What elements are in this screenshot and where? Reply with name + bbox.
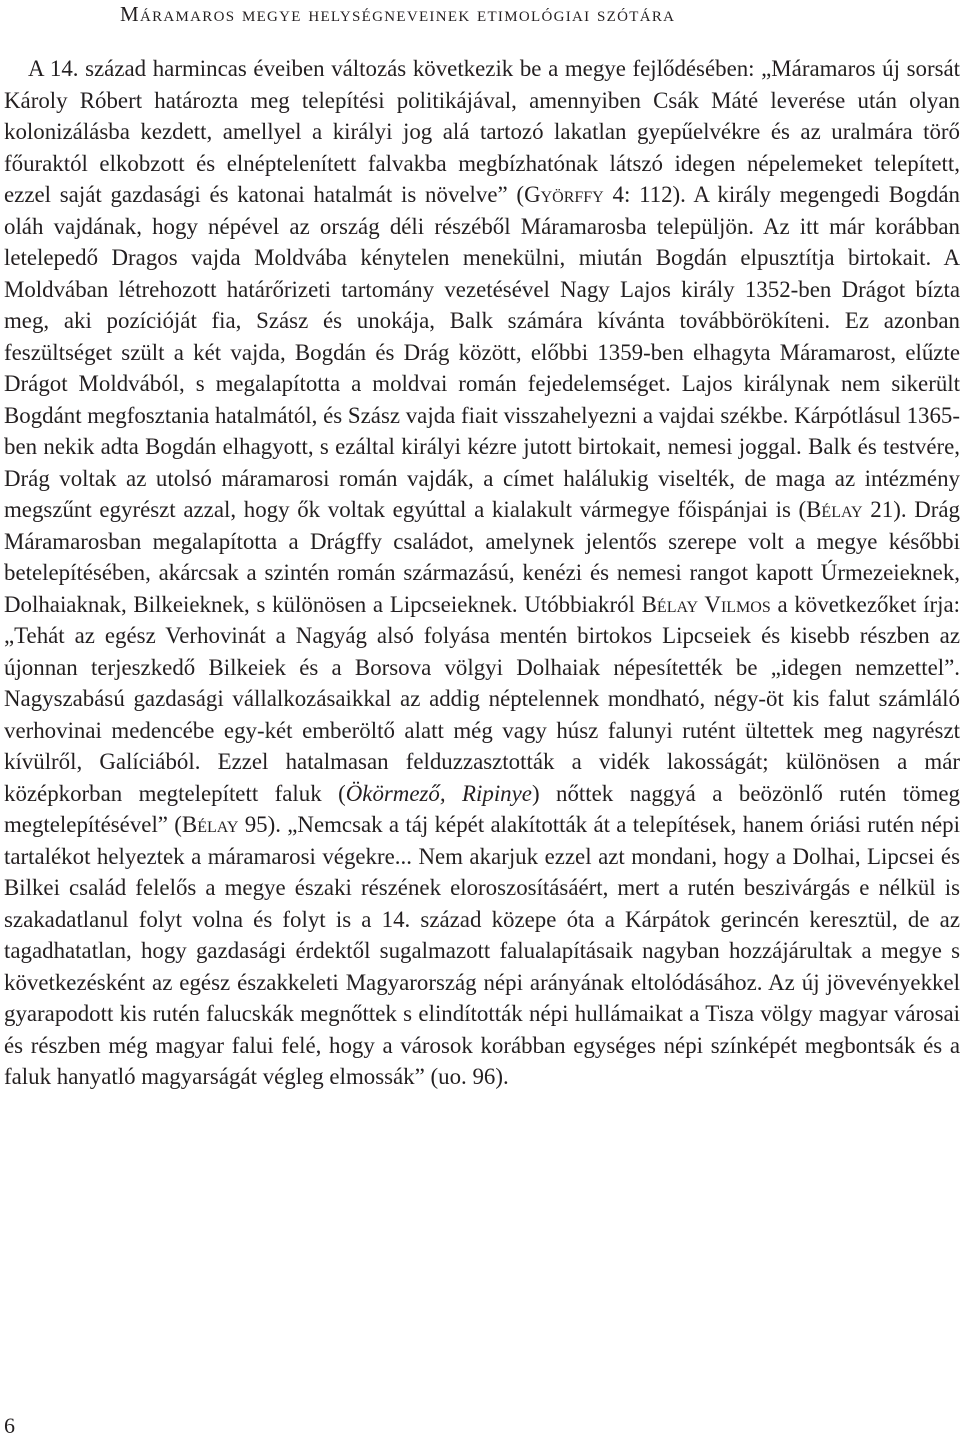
author-citation: Bélay [181, 812, 239, 837]
running-head: Máramaros megye helységneveinek etimológiai szótára [120, 2, 676, 26]
author-citation: Györffy [524, 182, 604, 207]
paragraph-text: 95). „Nemcsak a táj képét alakították át a telepítések, hanem óriási rutén népi tartalékot helyeztek a máramarosi végekre... Nem akarjuk ezzel azt mondani, hogy a Dolhai, Lipcsei és Bilkei család felelős a megye északi részének eloroszosításáért, mert a rutén beszivárgás e nélkül is szakadatlanul folyt volna és folyt is a 14. század közepe óta a Kárpátok gerincén keresztül, de az tagadhatatlan, hogy gazdasági érdektől sugalmazott falualapításaik nagyban hozzájárultak a megye s következésként az egész északkeleti Magyarország népi arányának eltolódásához. Az új jövevényekkel gyarapodott kis rutén falucskák megnőttek s elindították népi hullámaikat a Tisza völgy magyar városai és részben még magyar falui felé, hogy a városok korábban egységes népi színképét megbontsák és a faluk hanyatló magyarságát végleg elmossák” (uo. 96). [4, 812, 960, 1089]
page-number: 6 [4, 1413, 15, 1438]
paragraph-text: A 14. század harmincas éveiben változás következik be a megye fejlődésében: „Máramaros új sorsát Károly Róbert határozta meg telepítési politikájával, amennyiben Csák Máté leverése után olyan kolonizálásba kezdett, amellyel a királyi jog alá tartozó lakatlan gyepűelvékre és az uralmára törő főuraktól elkobzott és elnéptelenített falvakba megbízhatónak látszó idegen népelemeket telepített, ezzel saját gazdasági és katonai hatalmát is növelve” ( [4, 56, 960, 207]
paragraph-text: a következőket írja: „Tehát az egész Verhovinát a Nagyág alsó folyása mentén birtokos Lipcseiek és kisebb részben az újonnan terjeszkedő Bilkeiek és a Borsova völgyi Dolhaiak népesítették be „idegen nemzettel”. Nagyszabású gazdasági vállalkozásaikkal az addig néptelennek mondható, négy-öt kis falut számláló verhovinai medencébe egy-két emberöltő alatt még vagy húsz falunyi rutént ültettek meg nagyrészt kívülről, Galíciából. Ezzel hatalmasan felduzzasztották a vidék lakosságát; különösen a már középkorban megtelepített faluk ( [4, 591, 960, 806]
author-citation: Bélay Vilmos [641, 591, 771, 617]
italic-place-names: Ökörmező, Ripinye [345, 780, 532, 806]
paragraph-text: 21). Drág Máramarosban megalapította a Drágffy családot, amelynek jelentős szerepe volt a megye későbbi betelepítésében, akárcsak a szintén román származású, kenézi és nemesi rangot kapott Úrmezeieknek, Dolhaiaknak, Bilkeieknek, s különösen a Lipcseieknek. Utóbbiakról [4, 497, 960, 617]
paragraph-text: 4: 112). A király megengedi Bogdán oláh vajdának, hogy népével az ország déli részéből Máramarosba települjön. Az itt már korábban letelepedő Dragos vajda Moldvába kénytelen menekülni, miután Bogdán elpusztítja birtokait. A Moldvában létrehozott határőrizeti tartomány vezetésével Nagy Lajos király 1352-ben Drágot bízta meg, aki pozícióját fia, Szász és unokája, Balk számára kívánta továbbörökíteni. Ez azonban feszültséget szült a két vajda, Bogdán és Drág között, előbbi 1359-ben elhagyta Máramarost, elűzte Drágot Moldvából, s megalapította a moldvai román fejedelemséget. Lajos királynak nem sikerült Bogdánt megfosztania hatalmától, és Szász vajda fiait visszahelyezni a vajdai székbe. Kárpótlásul 1365-ben nekik adta Bogdán elhagyott, s ezáltal királyi kézre jutott birtokait, nemesi joggal. Balk és testvére, Drág voltak az utolsó máramarosi román vajdák, a címet halálukig viselték, de maga az intézmény megszűnt egyrészt azzal, hogy ők voltak egyúttal a kialakult vármegye főispánjai is ( [4, 182, 960, 522]
author-citation: Bélay [806, 497, 863, 522]
body-paragraph [4, 53, 960, 1093]
paragraph-text: ) nőttek naggyá a beözönlő rutén tömeg megtelepítésével” ( [4, 780, 960, 837]
